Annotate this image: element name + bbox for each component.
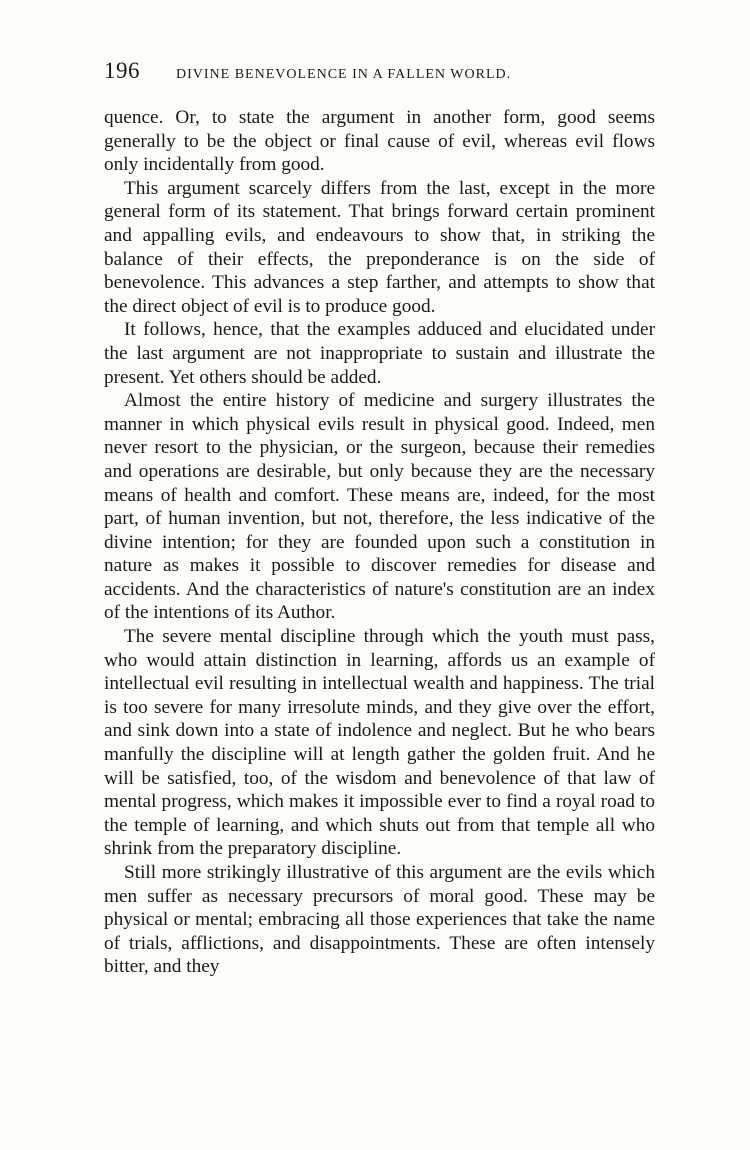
paragraph: Still more strikingly illustrative of this argument are the evils which men suffer as necessary precursors of moral good. These may be physical or mental; embracing all those experiences that take the name of trials, afflictions, and disappointments. These are often intensely bitter, and they — [104, 862, 655, 978]
running-head: DIVINE BENEVOLENCE IN A FALLEN WORLD. — [176, 67, 512, 82]
paragraph-continuation: quence. Or, to state the argument in another form, good seems generally to be the object or final cause of evil, whereas evil flows only incidentally from good. — [104, 107, 655, 176]
paragraph: The severe mental discipline through which the youth must pass, who would attain distinction in learning, affords us an example of intellectual evil resulting in intellectual wealth and happiness. The trial is too severe for many irresolute minds, and they give over the effort, and sink down into a state of indolence and neglect. But he who bears manfully the discipline will at length gather the golden fruit. And he will be satisfied, too, of the wisdom and benevolence of that law of mental progress, which makes it impossible ever to find a royal road to the temple of learning, and which shuts out from that temple all who shrink from the preparatory discipline. — [104, 626, 655, 860]
paragraph: It follows, hence, that the examples adduced and elucidated under the last argument are not inappropriate to sustain and illustrate the present. Yet others should be added. — [104, 319, 655, 388]
paragraph: Almost the entire history of medicine and surgery illustrates the manner in which physical evils result in physical good. Indeed, men never resort to the physician, or the surgeon, because their remedies and operations are desirable, but only because they are the necessary means of health and comfort. These means are, indeed, for the most part, of human invention, but not, therefore, the less indicative of the divine intention; for they are founded upon such a constitution in nature as makes it possible to discover remedies for disease and accidents. And the characteristics of nature's constitution are an index of the intentions of its Author. — [104, 390, 655, 624]
page-number: 196 — [104, 58, 140, 83]
paragraph: This argument scarcely differs from the last, except in the more general form of its statement. That brings forward certain prominent and appalling evils, and endeavours to show that, in striking the balance of their effects, the preponderance is on the side of benevolence. This advances a step farther, and attempts to show that the direct object of evil is to produce good. — [104, 177, 655, 317]
page-body — [104, 106, 655, 979]
page-header — [104, 58, 655, 84]
